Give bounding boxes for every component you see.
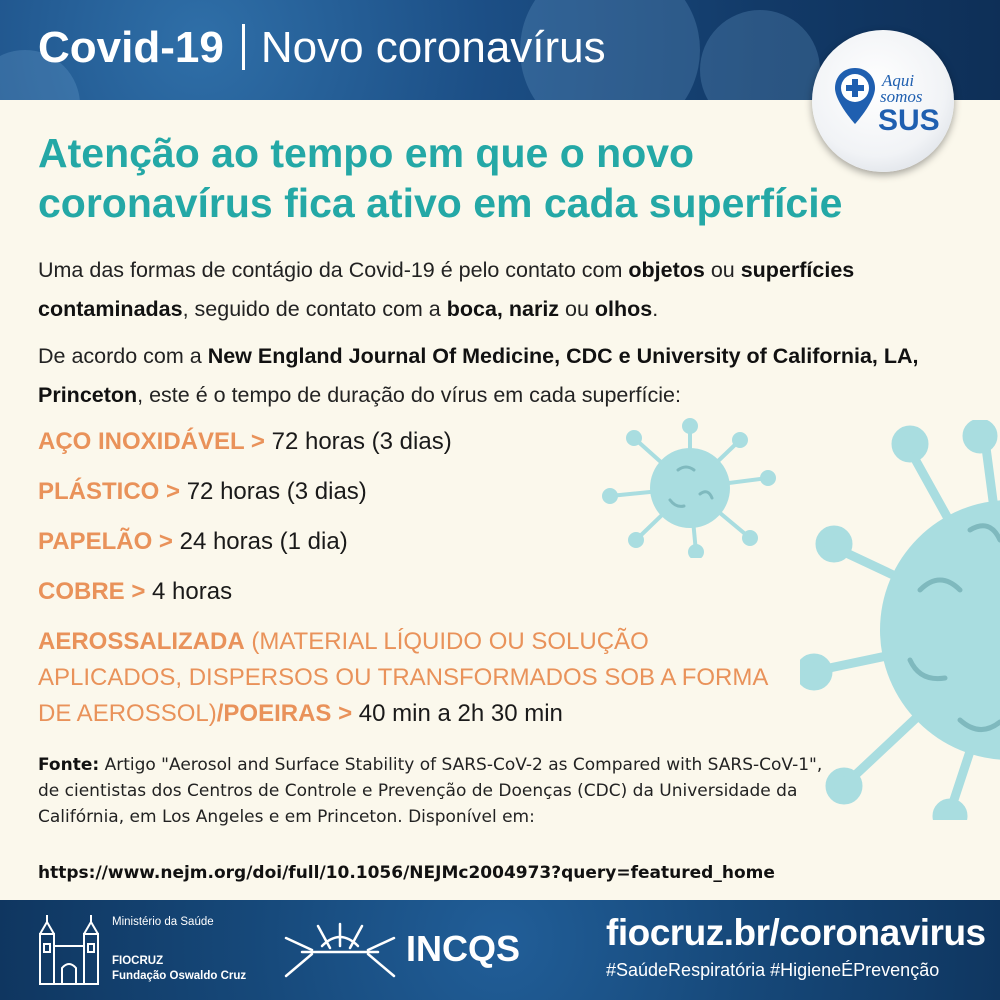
aerosol-time: 40 min a 2h 30 min bbox=[352, 700, 563, 727]
hashtags: #SaúdeRespiratória #HigieneÉPrevenção bbox=[606, 960, 940, 980]
map-pin-cross-icon bbox=[832, 66, 878, 126]
surface-row bbox=[38, 577, 232, 607]
intro-text: ou bbox=[559, 297, 595, 321]
surface-time: 4 horas bbox=[152, 578, 233, 605]
virus-small-icon bbox=[600, 418, 780, 558]
intro-text: . bbox=[652, 297, 659, 321]
intro-text: ou bbox=[704, 258, 741, 282]
ministry-label: Ministério da Saúde bbox=[112, 916, 214, 928]
intro-bold-olhos: olhos bbox=[594, 297, 653, 321]
surface-name: COBRE > bbox=[38, 578, 146, 605]
surface-row bbox=[38, 477, 367, 507]
surface-row bbox=[38, 527, 348, 557]
aerosol-detail: (MATERIAL LÍQUIDO OU SOLUÇÃO APLICADOS, DISPERSOS OU TRANSFORMADOS SOB A FORMA DE AEROSSOL) bbox=[38, 628, 768, 727]
source-url[interactable]: https://www.nejm.org/doi/full/10.1056/NEJMc2004973?query=featured_home bbox=[38, 863, 775, 883]
sources-text: De acordo com a bbox=[38, 344, 208, 368]
intro-bold-boca-nariz: boca, nariz bbox=[446, 297, 560, 321]
source-label: Fonte: bbox=[38, 755, 100, 775]
sources-text: , este é o tempo de duração do vírus em cada superfície: bbox=[137, 383, 681, 407]
badge-text-somos: somos bbox=[880, 87, 923, 106]
surface-name: PAPELÃO > bbox=[38, 528, 173, 555]
footer-band bbox=[0, 900, 1000, 1000]
headline-line-1: Atenção ao tempo em que o novo bbox=[38, 130, 695, 176]
sources-bold-institutions: New England Journal Of Medicine, CDC e University of California, LA, Princeton bbox=[38, 344, 919, 407]
intro-text: , seguido de contato com a bbox=[182, 297, 447, 321]
fiocruz-castle-icon bbox=[36, 912, 102, 988]
header-divider bbox=[242, 24, 245, 70]
fiocruz-full-name: Fundação Oswaldo Cruz bbox=[112, 970, 247, 982]
intro-paragraph bbox=[38, 251, 938, 329]
incqs-logo-icon bbox=[282, 920, 398, 984]
header-title-rest: Novo coronavírus bbox=[260, 23, 606, 72]
headline bbox=[38, 128, 968, 228]
source-note bbox=[38, 752, 838, 830]
intro-text: Uma das formas de contágio da Covid-19 é pelo contato com bbox=[38, 258, 629, 282]
surface-time: 24 horas (1 dia) bbox=[179, 528, 348, 555]
fiocruz-name: FIOCRUZ bbox=[112, 955, 164, 967]
source-text: Artigo "Aerosol and Surface Stability of SARS-CoV-2 as Compared with SARS-CoV-1", de cientistas dos Centros de Controle e Prevenção de Doenças (CDC) da Universidade da Califórnia, em Los Angeles e em Princeton. Disponível em: bbox=[38, 755, 823, 827]
surface-name: PLÁSTICO > bbox=[38, 478, 181, 505]
headline-line-2: coronavírus fica ativo em cada superfície bbox=[38, 180, 843, 226]
sources-paragraph bbox=[38, 337, 968, 415]
header-title bbox=[38, 20, 606, 76]
fiocruz-label bbox=[112, 954, 246, 984]
aerosol-name: AEROSSALIZADA bbox=[38, 628, 245, 655]
intro-bold-superficies: superfícies contaminadas bbox=[38, 258, 855, 321]
website-link[interactable]: fiocruz.br/coronavirus bbox=[606, 912, 986, 953]
surface-time: 72 horas (3 dias) bbox=[271, 428, 452, 455]
header-title-bold: Covid-19 bbox=[38, 23, 224, 72]
surface-row bbox=[38, 427, 452, 457]
aerosol-row bbox=[38, 624, 798, 732]
dust-name: /POEIRAS > bbox=[216, 700, 353, 727]
badge-text-sus: SUS bbox=[878, 104, 940, 137]
surface-name: AÇO INOXIDÁVEL > bbox=[38, 428, 265, 455]
incqs-label: INCQS bbox=[406, 928, 521, 969]
badge-text-aqui: Aqui bbox=[882, 71, 915, 90]
intro-bold-objetos: objetos bbox=[628, 258, 705, 282]
surface-time: 72 horas (3 dias) bbox=[186, 478, 367, 505]
